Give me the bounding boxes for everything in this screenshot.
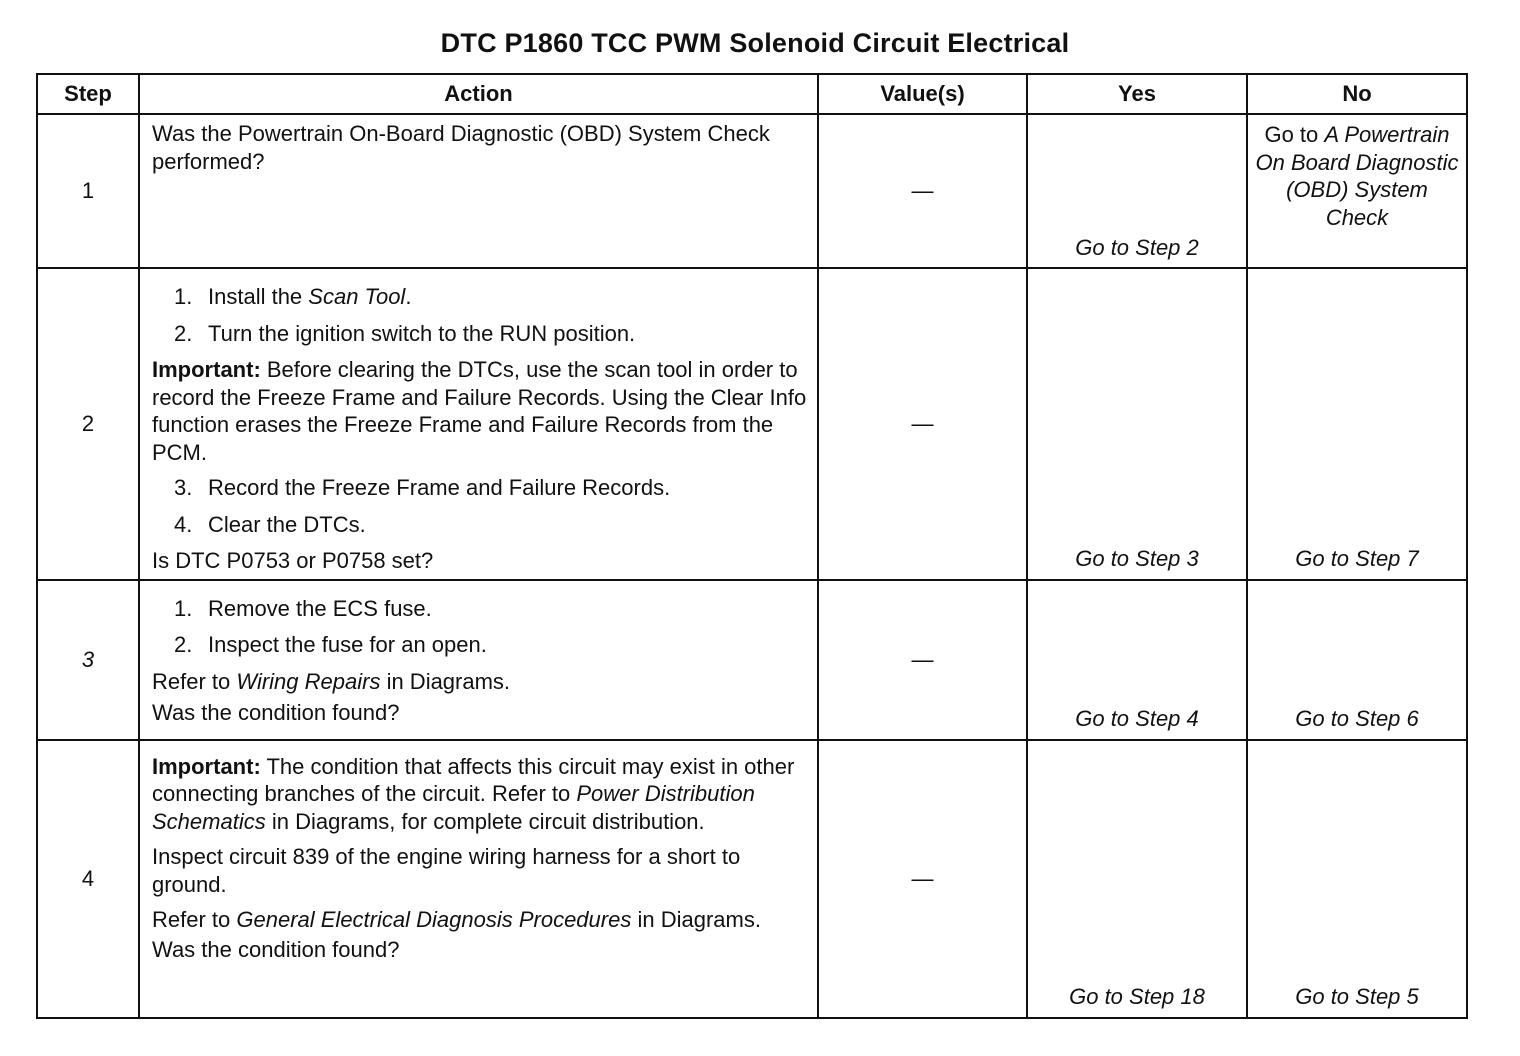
list-item: 1. Remove the ECS fuse. [174,595,432,621]
list-item: 1. Install the Scan Tool. [174,284,412,309]
wiring-repairs-link[interactable]: Wiring Repairs [236,668,381,694]
action-cell [139,268,818,580]
no-link[interactable]: Go to Step 5 [1247,740,1467,1018]
value-cell: — [818,740,1027,1018]
no-link[interactable] [1247,114,1467,268]
important-note: Important: The condition that affects this circuit may exist in other connecting branches of the circuit. Refer to Power Distribution Schematics in Diagrams, for complete circuit distribution. [152,753,795,834]
list-item: 2. Turn the ignition switch to the RUN position. [174,320,636,346]
header-yes: Yes [1027,74,1247,114]
no-link-prefix: Go to [1264,122,1325,147]
step-number: 3 [37,580,139,740]
reference-text: Refer to General Electrical Diagnosis Procedures in Diagrams. [152,907,761,932]
important-note: Important: Before clearing the DTCs, use the scan tool in order to record the Freeze Frame and Failure Records. Using the Clear Info function erases the Freeze Frame and Failure Records from the PCM. [152,357,807,465]
no-link[interactable]: Go to Step 7 [1247,268,1467,580]
header-values: Value(s) [818,74,1027,114]
action-cell [139,580,818,740]
action-question: Was the condition found? [152,936,400,962]
no-link-target: A Powertrain On Board Diagnostic (OBD) System Check [1255,122,1459,230]
action-question: Is DTC P0753 or P0758 set? [152,548,434,573]
step-number: 4 [37,740,139,1018]
step-number: 1 [37,114,139,268]
list-item: 2. Inspect the fuse for an open. [174,632,487,657]
table-row [37,114,1467,268]
action-cell [139,740,818,1018]
yes-link[interactable]: Go to Step 2 [1027,114,1247,268]
action-question: Was the condition found? [152,700,400,725]
diagnostic-table [36,73,1468,1019]
yes-link[interactable]: Go to Step 18 [1027,740,1247,1018]
header-step: Step [37,74,139,114]
table-row [37,580,1467,740]
table-row [37,268,1467,580]
power-distribution-link[interactable]: Power Distribution Schematics [152,781,755,834]
yes-link[interactable]: Go to Step 3 [1027,268,1247,580]
value-cell: — [818,268,1027,580]
document-title: DTC P1860 TCC PWM Solenoid Circuit Electrical [440,28,1070,58]
yes-link[interactable]: Go to Step 4 [1027,580,1247,740]
electrical-diagnosis-link[interactable]: General Electrical Diagnosis Procedures [236,907,632,932]
important-label: Important: [152,753,261,779]
reference-text: Refer to Wiring Repairs in Diagrams. [152,668,511,694]
step-number: 2 [37,268,139,580]
header-row [37,74,1467,114]
inspect-instruction: Inspect circuit 839 of the engine wiring harness for a short to ground. [152,844,741,897]
action-cell [139,114,818,268]
header-action: Action [139,74,818,114]
no-link[interactable]: Go to Step 6 [1247,580,1467,740]
value-cell: — [818,580,1027,740]
header-no: No [1247,74,1467,114]
table-row [37,740,1467,1018]
scan-tool-term: Scan Tool [308,284,406,309]
important-label: Important: [152,357,261,382]
list-item: 3. Record the Freeze Frame and Failure Records. [174,475,671,500]
value-cell: — [818,114,1027,268]
action-text: Was the Powertrain On-Board Diagnostic (OBD) System Check performed? [152,121,770,174]
list-item: 4. Clear the DTCs. [174,511,366,537]
